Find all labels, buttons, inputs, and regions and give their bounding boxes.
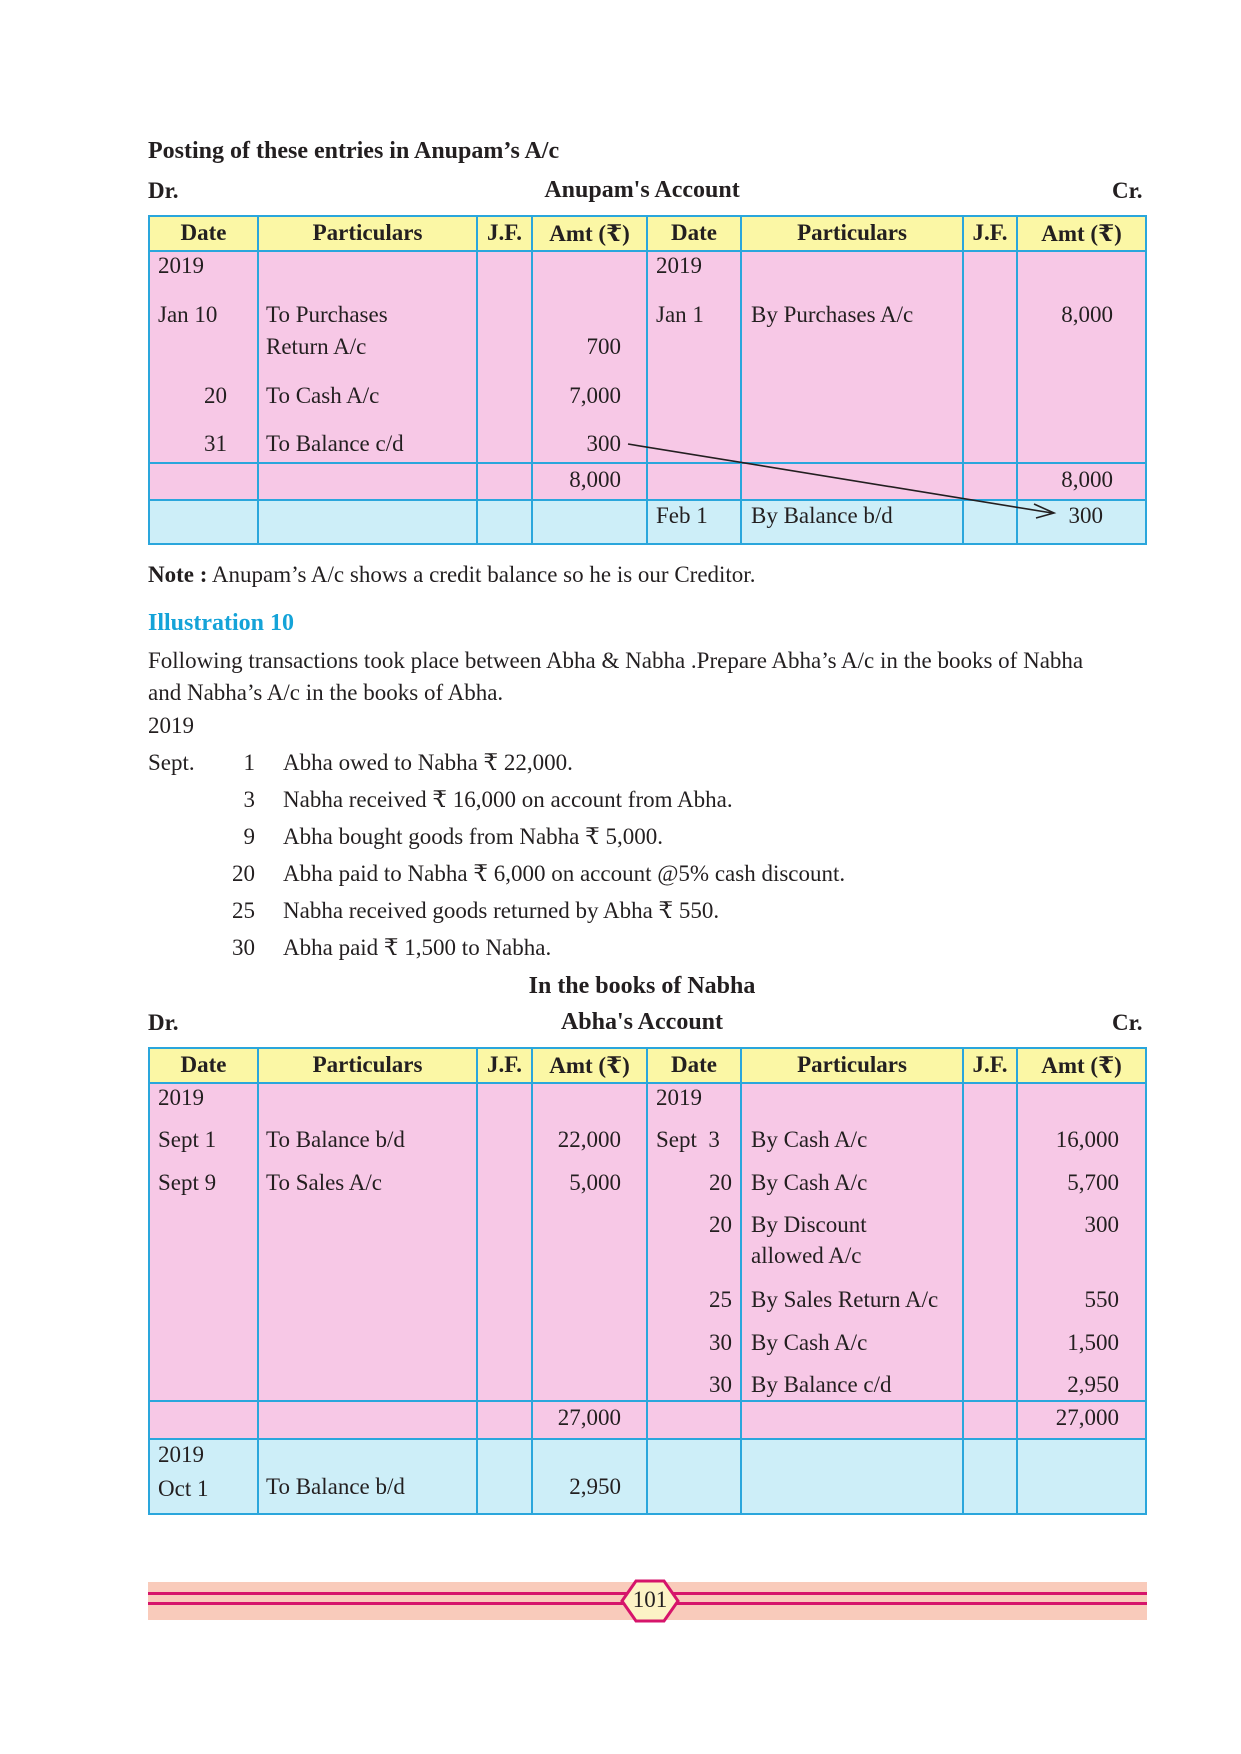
page-number: 101	[632, 1587, 668, 1612]
carry-particulars: To Balance b/d	[266, 1474, 405, 1499]
note	[148, 562, 755, 588]
header-particulars-dr: Particulars	[312, 220, 423, 245]
debit-amount: 700	[586, 334, 621, 359]
debit-date: 31	[204, 431, 227, 456]
transaction-item	[220, 824, 1120, 861]
transaction-day: 30	[232, 935, 255, 960]
table1-title: Anupam's Account	[544, 177, 740, 203]
total-debit: 8,000	[569, 467, 621, 492]
transactions-list	[220, 750, 1120, 972]
header-particulars-dr: Particulars	[312, 1052, 423, 1077]
carry-date: Oct 1	[158, 1476, 209, 1501]
debit-particulars: To Balance c/d	[266, 431, 404, 456]
credit-date: 30	[709, 1330, 732, 1355]
illustration-intro: Following transactions took place between Abha & Nabha .Prepare Abha’s A/c in the books of Nabha and Nabha’s A/c in the books of Abha.	[148, 648, 1084, 705]
credit-particulars: By Cash A/c	[751, 1127, 868, 1152]
total-credit: 27,000	[1055, 1405, 1119, 1430]
carry-particulars: By Balance b/d	[751, 503, 893, 528]
books-title: In the books of Nabha	[528, 973, 756, 999]
table2-title: Abha's Account	[560, 1009, 724, 1035]
debit-particulars: To Purchases	[266, 302, 388, 327]
note-label: Note :	[148, 562, 208, 587]
total-debit: 27,000	[557, 1405, 621, 1430]
credit-particulars: By Purchases A/c	[751, 302, 914, 327]
illustration-heading: Illustration 10	[148, 610, 295, 636]
credit-particulars: allowed A/c	[751, 1243, 862, 1268]
credit-amount: 8,000	[1061, 302, 1113, 327]
total-credit: 8,000	[1061, 467, 1113, 492]
credit-date: 25	[709, 1287, 732, 1312]
credit-date: 30	[709, 1372, 732, 1397]
transaction-day: 20	[232, 861, 255, 886]
carry-amount: 300	[1068, 503, 1103, 528]
header-amount-cr: Amt (₹)	[1041, 221, 1122, 246]
transaction-item	[220, 787, 1120, 824]
transaction-day: 3	[243, 787, 255, 812]
debit-date: Sept 1	[158, 1127, 217, 1152]
transaction-day: 25	[232, 898, 255, 923]
carry-amount: 2,950	[569, 1474, 621, 1499]
header-date-cr: Date	[671, 220, 717, 245]
debit-particulars: To Sales A/c	[266, 1170, 382, 1195]
credit-amount: 2,950	[1067, 1372, 1119, 1397]
credit-date: 2019	[656, 1085, 702, 1110]
debit-particulars: To Cash A/c	[266, 383, 380, 408]
transaction-day: 9	[243, 824, 255, 849]
debit-date: 2019	[158, 253, 204, 278]
abha-account-table	[148, 1047, 1147, 1515]
carry-date: Feb 1	[656, 503, 708, 528]
note-text: Anupam’s A/c shows a credit balance so he is our Creditor.	[211, 562, 756, 587]
header-jf-cr: J.F.	[972, 1052, 1008, 1077]
transactions-month: Sept.	[148, 750, 195, 775]
header-jf-cr: J.F.	[972, 220, 1008, 245]
header-jf-dr: J.F.	[487, 1052, 522, 1077]
header-particulars-cr: Particulars	[797, 1052, 907, 1077]
debit-amount: 7,000	[569, 383, 621, 408]
cr-label-2: Cr.	[1112, 1010, 1143, 1035]
debit-amount: 5,000	[569, 1170, 621, 1195]
debit-date: 2019	[158, 1085, 204, 1110]
credit-amount: 550	[1084, 1287, 1119, 1312]
transaction-text: Nabha received goods returned by Abha ₹ 550.	[283, 898, 720, 923]
header-amount-cr: Amt (₹)	[1041, 1053, 1122, 1078]
dr-label: Dr.	[148, 178, 179, 203]
credit-particulars: By Cash A/c	[751, 1170, 868, 1195]
credit-particulars: By Discount	[751, 1212, 867, 1237]
debit-date: Jan 10	[158, 302, 218, 327]
header-date-cr: Date	[671, 1052, 717, 1077]
transactions-year: 2019	[148, 713, 194, 738]
credit-amount: 16,000	[1055, 1127, 1119, 1152]
credit-amount: 1,500	[1067, 1330, 1119, 1355]
transaction-item	[220, 898, 1120, 935]
credit-date: Jan 1	[656, 302, 704, 327]
header-particulars-cr: Particulars	[797, 220, 907, 245]
debit-particulars: Return A/c	[266, 334, 367, 359]
carry-year: 2019	[158, 1442, 204, 1467]
debit-date: 20	[204, 383, 227, 408]
debit-particulars: To Balance b/d	[266, 1127, 405, 1152]
transaction-item	[220, 861, 1120, 898]
section-heading: Posting of these entries in Anupam’s A/c	[148, 138, 560, 164]
transaction-text: Abha bought goods from Nabha ₹ 5,000.	[283, 824, 664, 849]
credit-particulars: By Sales Return A/c	[751, 1287, 939, 1312]
credit-date: Sept 3	[656, 1127, 720, 1152]
transaction-day: 1	[243, 750, 255, 775]
credit-amount: 5,700	[1067, 1170, 1119, 1195]
credit-date: 20	[709, 1170, 732, 1195]
credit-amount: 300	[1084, 1212, 1119, 1237]
transaction-item	[220, 935, 1120, 972]
anupam-account-table	[148, 215, 1147, 545]
cr-label: Cr.	[1112, 178, 1143, 203]
credit-particulars: By Cash A/c	[751, 1330, 868, 1355]
header-date-dr: Date	[180, 1052, 227, 1077]
header-date-dr: Date	[180, 220, 227, 245]
transaction-text: Abha owed to Nabha ₹ 22,000.	[283, 750, 573, 775]
header-jf-dr: J.F.	[487, 220, 522, 245]
header-amount-dr: Amt (₹)	[549, 221, 630, 246]
credit-date: 2019	[656, 253, 702, 278]
transaction-text: Abha paid ₹ 1,500 to Nabha.	[283, 935, 552, 960]
header-amount-dr: Amt (₹)	[549, 1053, 630, 1078]
transaction-text: Abha paid to Nabha ₹ 6,000 on account @5% cash discount.	[283, 861, 846, 886]
debit-amount: 22,000	[557, 1127, 621, 1152]
transaction-item	[220, 750, 1120, 787]
debit-date: Sept 9	[158, 1170, 217, 1195]
dr-label-2: Dr.	[148, 1010, 179, 1035]
balance-transfer-arrow	[150, 217, 1145, 543]
transaction-text: Nabha received ₹ 16,000 on account from Abha.	[283, 787, 733, 812]
credit-particulars: By Balance c/d	[751, 1372, 892, 1397]
debit-amount: 300	[586, 431, 621, 456]
credit-date: 20	[709, 1212, 732, 1237]
